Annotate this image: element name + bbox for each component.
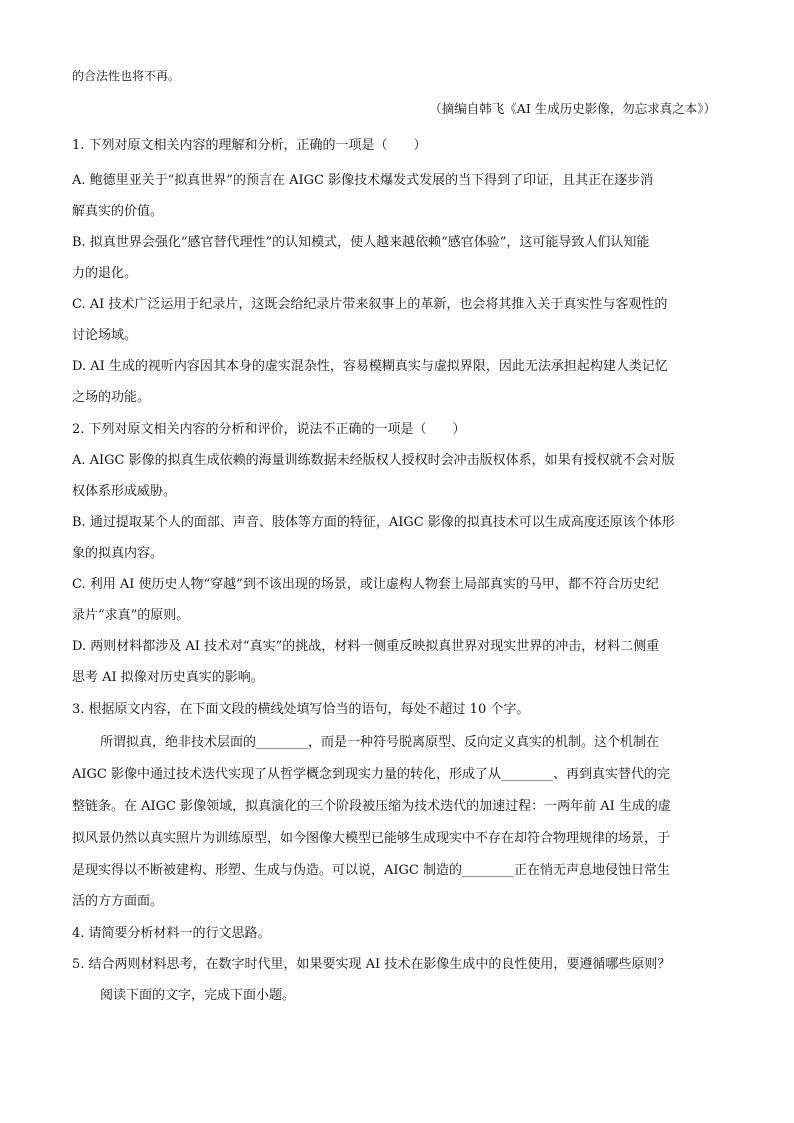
question-2-option-a-cont: 权体系形成威胁。 (72, 484, 177, 499)
question-3-stem: 3. 根据原文内容，在下面文段的横线处填写恰当的语句，每处不超过 10 个字。 (72, 702, 530, 717)
question-5-stem: 5. 结合两则材料思考，在数字时代里，如果要实现 AI 技术在影像生成中的良性使用，要遵循哪些原则？ (72, 957, 671, 972)
question-3-passage-line: 整链条。在 AIGC 影像领域，拟真演化的三个阶段被压缩为技术迭代的加速过程：一两年前 AI 生成的虚 (72, 799, 671, 814)
question-1-stem: 1. 下列对原文相关内容的理解和分析，正确的一项是（ ） (72, 138, 427, 153)
question-2-option-c-cont: 录片“求真”的原则。 (72, 608, 190, 623)
question-3-passage-line: 是现实得以不断被建构、形塑、生成与伪造。可以说，AIGC 制造的________正在悄无声息地侵蚀日常生 (72, 863, 670, 878)
reading-instruction: 阅读下面的文字，完成下面小题。 (100, 988, 296, 1003)
question-1-option-d: D. AI 生成的视听内容因其本身的虚实混杂性，容易模糊真实与虚拟界限，因此无法承担起构建人类记忆 (72, 359, 668, 374)
question-3-passage-line: AIGC 影像中通过技术迭代实现了从哲学概念到现实力量的转化，形成了从________、再到真实替代的完 (72, 767, 670, 782)
question-1-option-c: C. AI 技术广泛运用于纪录片，这既会给纪录片带来叙事上的革新，也会将其推入关于真实性与客观性的 (72, 297, 668, 312)
question-1-option-a: A. 鲍德里亚关于“拟真世界”的预言在 AIGC 影像技术爆发式发展的当下得到了印证，且其正在逐步消 (72, 173, 654, 188)
question-4-stem: 4. 请简要分析材料一的行文思路。 (72, 926, 271, 941)
question-2-option-c: C. 利用 AI 使历史人物“穿越”到不该出现的场景，或让虚构人物套上局部真实的马甲，都不符合历史纪 (72, 577, 659, 592)
question-2-option-b-cont: 象的拟真内容。 (72, 546, 164, 561)
question-3-passage-line: 所谓拟真，绝非技术层面的________，而是一种符号脱离原型、反向定义真实的机制。这个机制在 (100, 735, 660, 750)
question-2-option-b: B. 通过提取某个人的面部、声音、肢体等方面的特征，AIGC 影像的拟真技术可以生成高度还原该个体形 (72, 515, 675, 530)
intro-fragment: 的合法性也将不再。 (72, 69, 181, 83)
question-1-option-c-cont: 讨论场域。 (72, 328, 138, 343)
question-1-option-a-cont: 解真实的价值。 (72, 204, 164, 219)
question-2-stem: 2. 下列对原文相关内容的分析和评价，说法不正确的一项是（ ） (72, 422, 466, 437)
question-2-option-a: A. AIGC 影像的拟真生成依赖的海量训练数据未经版权人授权时会冲击版权体系，如果有授权就不会对版 (72, 453, 675, 468)
question-3-passage-line: 拟风景仍然以真实照片为训练原型，如今图像大模型已能够生成现实中不存在却符合物理规律的场景，于 (72, 831, 671, 846)
question-1-option-b: B. 拟真世界会强化“感官替代理性”的认知模式，使人越来越依赖“感官体验”，这可能导致人们认知能 (72, 235, 650, 250)
question-2-option-d-cont: 思考 AI 拟像对历史真实的影响。 (72, 670, 264, 685)
source-note: （摘编自韩飞《AI 生成历史影像，勿忘求真之本》） (429, 101, 716, 116)
question-1-option-d-cont: 之场的功能。 (72, 390, 151, 405)
question-1-option-b-cont: 力的退化。 (72, 266, 138, 281)
question-3-passage-line: 活的方方面面。 (72, 894, 164, 909)
question-2-option-d: D. 两则材料都涉及 AI 技术对“真实”的挑战，材料一侧重反映拟真世界对现实世界的冲击，材料二侧重 (72, 639, 660, 654)
